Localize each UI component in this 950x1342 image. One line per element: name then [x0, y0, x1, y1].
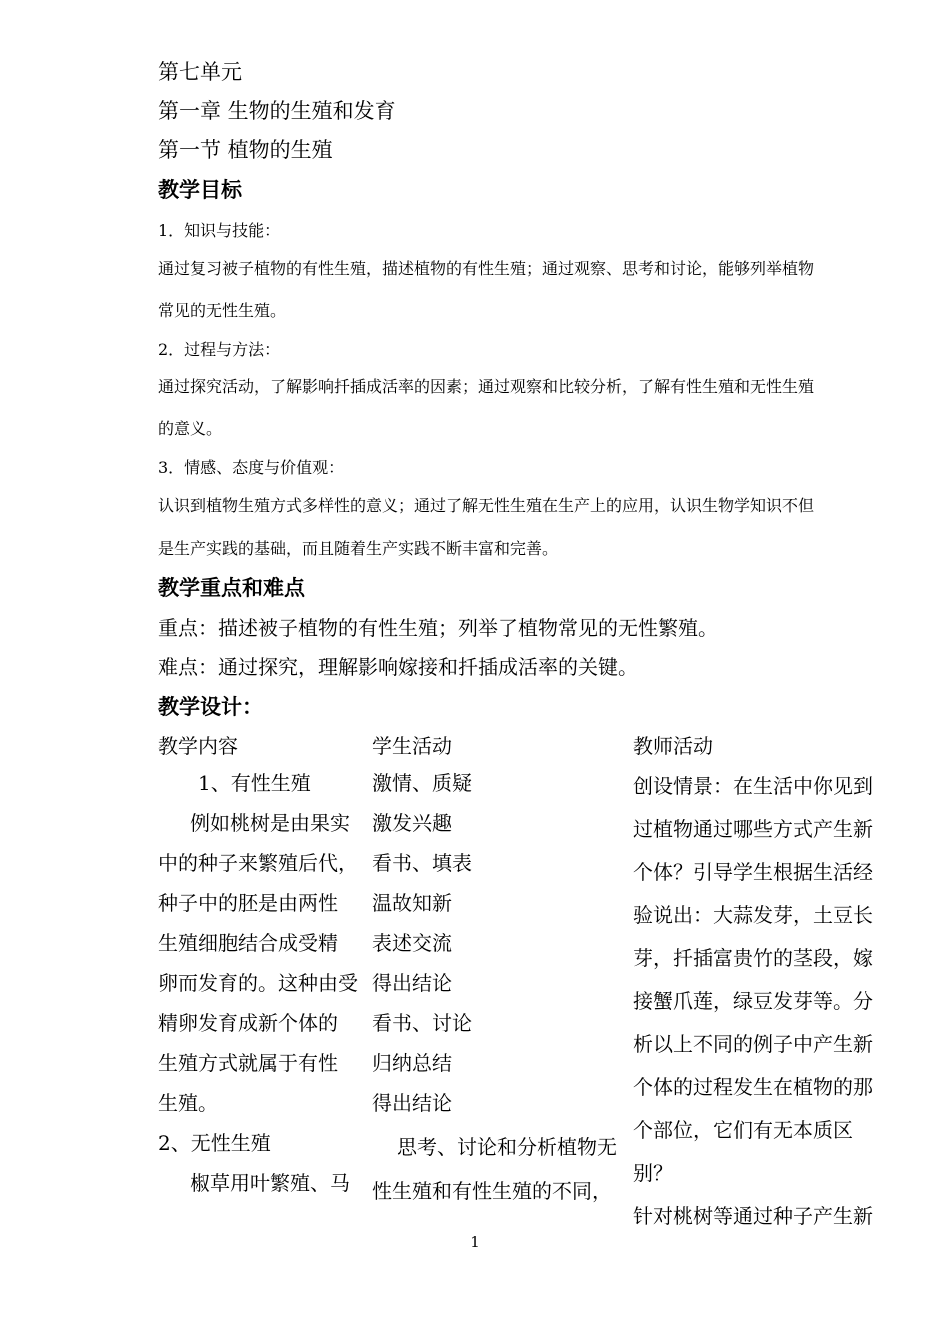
unit-heading: 第七单元 — [158, 60, 242, 84]
student-line: 看书、讨论 — [372, 1011, 472, 1035]
content-line: 精卵发育成新个体的 — [158, 1011, 338, 1035]
design-title: 教学设计： — [158, 694, 263, 719]
student-line: 思考、讨论和分析植物无 — [397, 1135, 617, 1159]
teacher-line: 芽，扦插富贵竹的茎段，嫁 — [633, 946, 873, 970]
student-line: 表述交流 — [372, 931, 452, 955]
chapter-heading: 第一章 生物的生殖和发育 — [158, 99, 396, 123]
content-line: 种子中的胚是由两性 — [158, 891, 338, 915]
keypoints-title: 教学重点和难点 — [158, 575, 305, 600]
col-teacher-header: 教师活动 — [633, 734, 713, 758]
student-line: 温故知新 — [372, 891, 452, 915]
knowledge-title: 1．知识与技能： — [158, 221, 281, 240]
process-text-1: 通过探究活动，了解影响扦插成活率的因素；通过观察和比较分析，了解有性生殖和无性生殖 — [158, 377, 815, 396]
student-line: 激发兴趣 — [372, 811, 452, 835]
content-line: 生殖细胞结合成受精 — [158, 931, 338, 955]
key-point-text: 重点：描述被子植物的有性生殖；列举了植物常见的无性繁殖。 — [158, 616, 718, 640]
student-line: 激情、质疑 — [372, 771, 472, 795]
teacher-line: 个体的过程发生在植物的那 — [633, 1075, 873, 1099]
student-line: 归纳总结 — [372, 1051, 452, 1075]
teacher-line: 过植物通过哪些方式产生新 — [633, 817, 873, 841]
content-line: 卵而发育的。这种由受 — [158, 971, 358, 995]
teacher-activity-column — [633, 765, 873, 1238]
teaching-content-column — [158, 763, 358, 1203]
section-heading: 第一节 植物的生殖 — [158, 138, 333, 162]
content-line: 1、有性生殖 — [178, 771, 311, 795]
content-line: 中的种子来繁殖后代， — [158, 851, 358, 875]
teacher-line: 创设情景：在生活中你见到 — [633, 774, 873, 798]
knowledge-text-1: 通过复习被子植物的有性生殖，描述植物的有性生殖；通过观察、思考和讨论，能够列举植物 — [158, 259, 815, 278]
col-content-header: 教学内容 — [158, 734, 238, 758]
student-activity-column — [372, 763, 617, 1211]
student-line: 得出结论 — [372, 971, 452, 995]
student-line: 得出结论 — [372, 1091, 452, 1115]
emotion-text-1: 认识到植物生殖方式多样性的意义；通过了解无性生殖在生产上的应用，认识生物学知识不但 — [158, 496, 815, 515]
page-number: 1 — [470, 1233, 480, 1251]
teacher-line: 析以上不同的例子中产生新 — [633, 1032, 873, 1056]
teacher-line: 个体？引导学生根据生活经 — [633, 860, 873, 884]
content-line: 生殖方式就属于有性 — [158, 1051, 338, 1075]
teacher-line: 接蟹爪莲，绿豆发芽等。分 — [633, 989, 873, 1013]
emotion-title: 3．情感、态度与价值观： — [158, 458, 345, 477]
content-line: 生殖。 — [158, 1091, 218, 1115]
emotion-text-2: 是生产实践的基础，而且随着生产实践不断丰富和完善。 — [158, 539, 559, 558]
process-title: 2．过程与方法： — [158, 340, 281, 359]
col-student-header: 学生活动 — [372, 734, 452, 758]
content-line: 例如桃树是由果实 — [190, 811, 350, 835]
objectives-title: 教学目标 — [158, 177, 242, 202]
knowledge-text-2: 常见的无性生殖。 — [158, 301, 287, 320]
teacher-line: 别？ — [633, 1161, 673, 1185]
process-text-2: 的意义。 — [158, 419, 223, 438]
difficulty-text: 难点：通过探究，理解影响嫁接和扦插成活率的关键。 — [158, 655, 638, 679]
teacher-line: 验说出：大蒜发芽，土豆长 — [633, 903, 873, 927]
content-line: 椒草用叶繁殖、马 — [190, 1171, 350, 1195]
student-line: 性生殖和有性生殖的不同， — [372, 1179, 612, 1203]
teacher-line: 针对桃树等通过种子产生新 — [633, 1204, 873, 1228]
teacher-line: 个部位，它们有无本质区 — [633, 1118, 853, 1142]
student-line: 看书、填表 — [372, 851, 472, 875]
content-line: 2、无性生殖 — [158, 1131, 271, 1155]
